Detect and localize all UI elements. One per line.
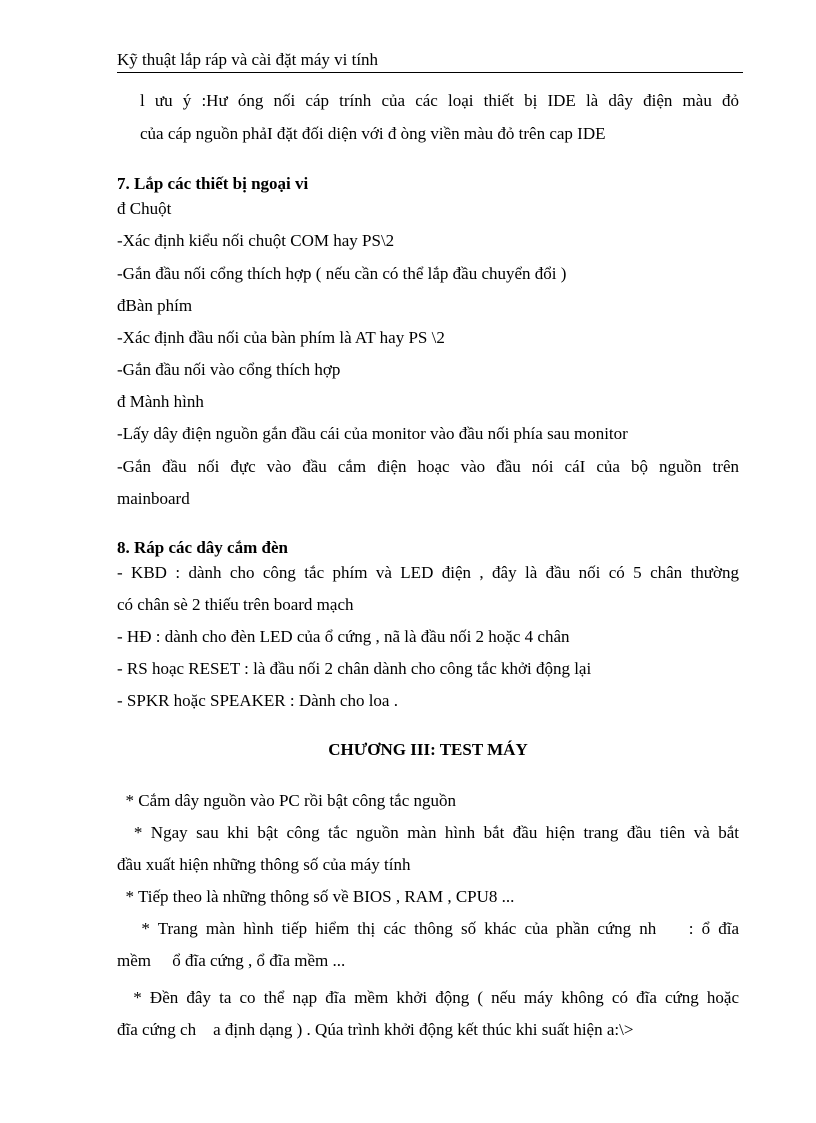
s8-line-3: - HĐ : dành cho đèn LED của ổ cứng , nã là đầu nối 2 hoặc 4 chân	[117, 627, 570, 646]
c3-line-6: mềm ổ đĩa cứng , ổ đĩa mềm ...	[117, 951, 346, 970]
s7-line-10: mainboard	[117, 489, 190, 508]
note-line-2: của cáp nguồn phảI đặt đối diện với đ òng viền màu đỏ trên cap IDE	[140, 124, 606, 143]
s7-line-2: -Xác định kiểu nối chuột COM hay PS\2	[117, 231, 395, 250]
section-7-heading: 7. Lắp các thiết bị ngoại vi	[117, 174, 309, 193]
c3-line-7: * Đền đây ta co thể nạp đĩa mềm khởi động ( nếu máy không có đĩa cứng hoặc	[117, 988, 739, 1007]
chapter-3-title: CHƯƠNG III: TEST MÁY	[328, 740, 528, 759]
s7-line-3: -Gắn đầu nối cổng thích hợp ( nếu cần có thể lắp đầu chuyển đổi )	[117, 264, 567, 283]
s8-line-1: - KBD : dành cho công tắc phím và LED điện , đây là đầu nối có 5 chân thường	[117, 563, 739, 582]
c3-line-1: * Cắm dây nguồn vào PC rồi bật công tắc nguồn	[117, 791, 457, 810]
s7-line-7: đ Mành hình	[117, 392, 204, 411]
c3-line-2: * Ngay sau khi bật công tắc nguồn màn hình bắt đầu hiện trang đầu tiên và bắt	[117, 823, 739, 842]
note-line-1: l ưu ý :Hư óng nối cáp trính của các loại thiết bị IDE là dây điện màu đỏ	[140, 91, 739, 110]
page-header: Kỹ thuật lắp ráp và cài đặt máy vi tính	[117, 49, 743, 73]
s8-line-2: có chân sè 2 thiếu trên board mạch	[117, 595, 354, 614]
c3-line-4: * Tiếp theo là những thông số về BIOS , RAM , CPU8 ...	[117, 887, 515, 906]
s8-line-4: - RS hoạc RESET : là đầu nối 2 chân dành cho công tắc khởi động lại	[117, 659, 592, 678]
c3-line-8: đĩa cứng ch a định dạng ) . Qúa trình khởi động kết thúc khi suất hiện a:\>	[117, 1020, 634, 1039]
s7-line-4: đBàn phím	[117, 296, 193, 315]
s7-line-6: -Gắn đầu nối vào cổng thích hợp	[117, 360, 341, 379]
s7-line-9: -Gắn đầu nối đực vào đầu cắm điện hoạc vào đầu nói cáI của bộ nguồn trên	[117, 457, 739, 476]
s7-line-1: đ Chuột	[117, 199, 172, 218]
c3-line-3: đầu xuất hiện những thông số của máy tính	[117, 855, 411, 874]
s8-line-5: - SPKR hoặc SPEAKER : Dành cho loa .	[117, 691, 398, 710]
s7-line-5: -Xác định đầu nối của bàn phím là AT hay PS \2	[117, 328, 445, 347]
s7-line-8: -Lấy dây điện nguồn gắn đầu cái của monitor vào đầu nối phía sau monitor	[117, 424, 628, 443]
c3-line-5: * Trang màn hình tiếp hiểm thị các thông số khác của phần cứng nh : ổ đĩa	[117, 919, 739, 938]
section-8-heading: 8. Ráp các dây cắm đèn	[117, 538, 288, 557]
